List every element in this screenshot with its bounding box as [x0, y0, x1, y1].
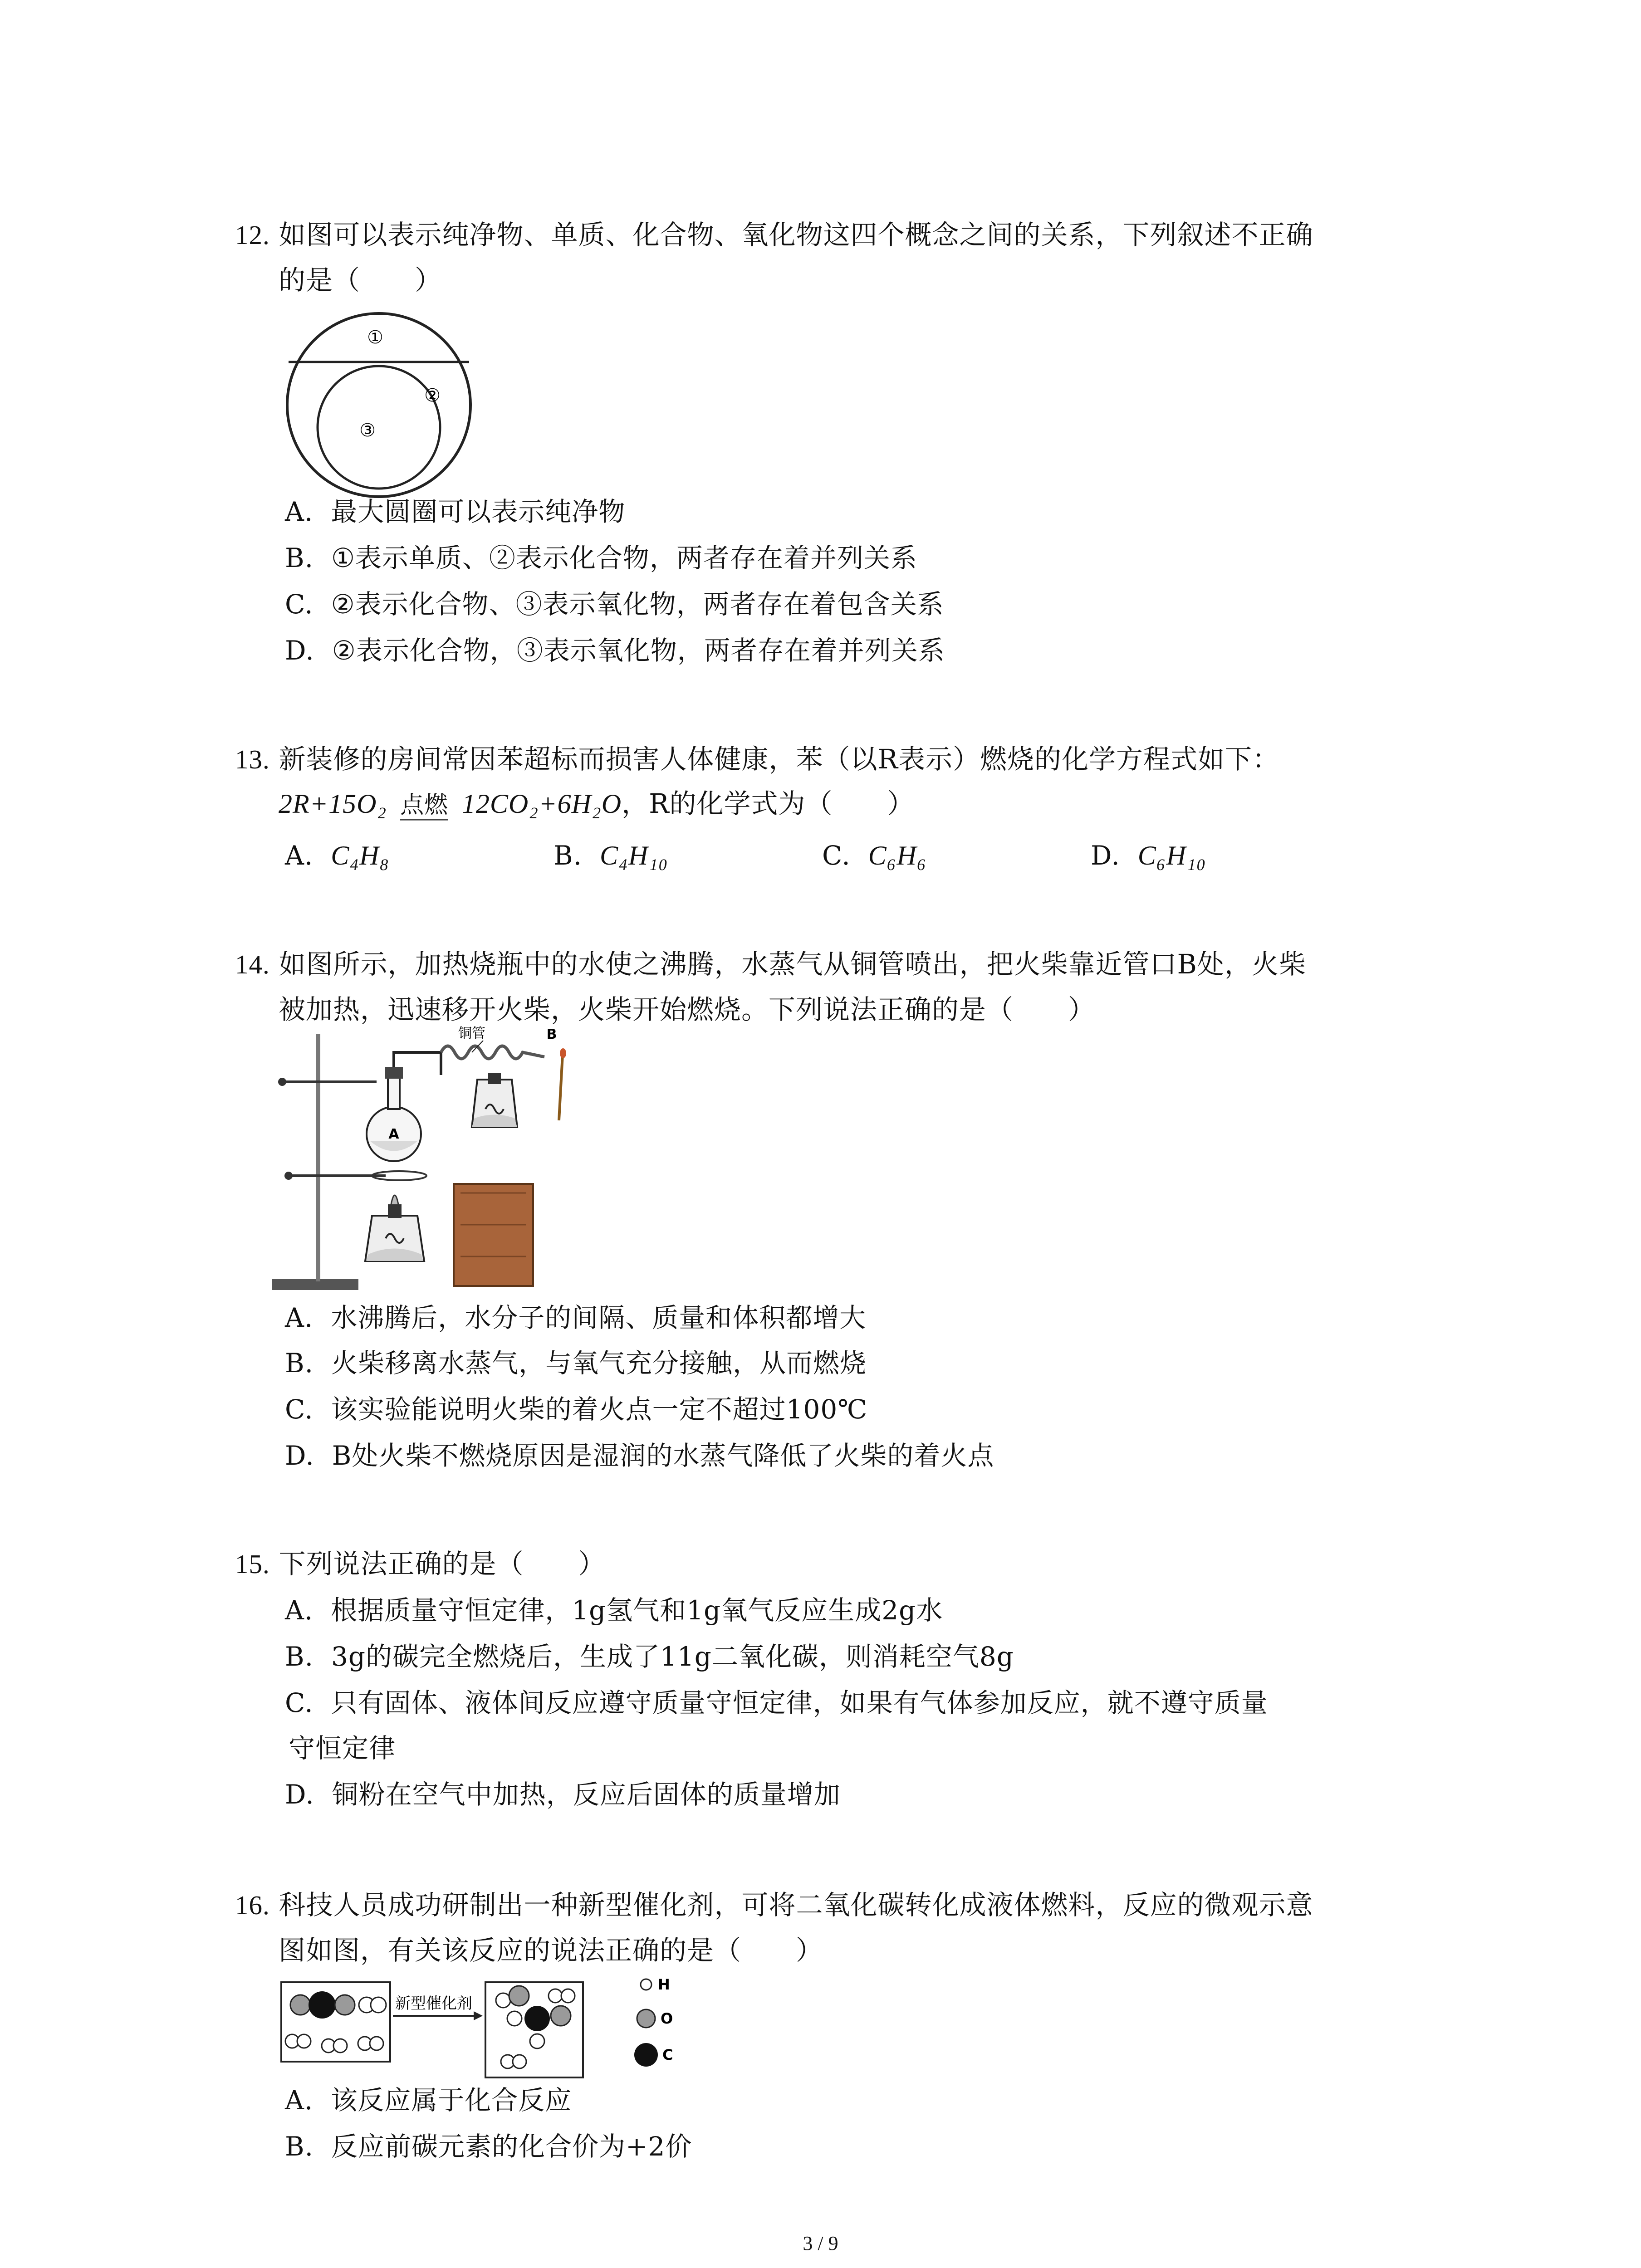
- option-text: ①表示单质、②表示化合物，两者存在着并列关系: [331, 543, 917, 573]
- question-14-stem-line2: 被加热，迅速移开火柴，火柴开始燃烧。下列说法正确的是（ ）: [279, 994, 1096, 1025]
- option-letter: D.: [285, 635, 314, 666]
- atom-h: [297, 2034, 311, 2048]
- question-14-option-a[interactable]: [285, 1295, 866, 1340]
- flask-stopper: [385, 1067, 403, 1079]
- option-letter: B.: [285, 2131, 314, 2162]
- lower-lamp-flame: [391, 1195, 398, 1204]
- atom-o: [335, 1995, 355, 2015]
- upper-clamp-knob: [278, 1078, 286, 1086]
- option-letter: D.: [1091, 840, 1120, 871]
- option-letter: C.: [285, 1687, 314, 1718]
- atom-h: [513, 2055, 526, 2068]
- legend-c-swatch: [634, 2043, 658, 2067]
- question-12-option-d[interactable]: [285, 628, 945, 673]
- question-13-stem-line1: [235, 737, 1279, 782]
- match-stick: [559, 1055, 563, 1120]
- question-14-stem-text: 如图所示，加热烧瓶中的水使之沸腾，水蒸气从铜管喷出，把火柴靠近管口B处，火柴: [279, 948, 1306, 980]
- option-letter: D.: [285, 1440, 314, 1471]
- atom-h: [371, 1997, 386, 2013]
- legend-h-label: H: [658, 1976, 670, 1993]
- atom-o: [551, 2006, 571, 2026]
- option-letter: C.: [285, 589, 314, 620]
- question-16-reaction-diagram: [279, 1969, 705, 2082]
- option-letter: A.: [285, 840, 314, 871]
- question-14-stem-line1: [235, 942, 1306, 987]
- lower-lamp-wick: [388, 1204, 402, 1218]
- question-14-number: 14.: [235, 949, 270, 979]
- question-13-option-c[interactable]: [822, 833, 927, 878]
- question-16-number: 16.: [235, 1890, 270, 1920]
- question-14-apparatus-figure: [272, 1025, 581, 1311]
- option-text: 最大圆圈可以表示纯净物: [331, 496, 626, 527]
- question-16-option-b[interactable]: [285, 2124, 692, 2169]
- option-text: 水沸腾后，水分子的间隔、质量和体积都增大: [331, 1302, 867, 1333]
- match-head: [560, 1048, 566, 1058]
- question-16-stem-line2: 图如图，有关该反应的说法正确的是（ ）: [279, 1935, 823, 1966]
- question-13-option-b[interactable]: [554, 833, 668, 878]
- question-15-stem-text: 下列说法正确的是（ ）: [279, 1548, 606, 1579]
- atom-h: [496, 1993, 510, 2008]
- option-text: 火柴移离水蒸气，与氧气充分接触，从而燃烧: [331, 1348, 867, 1378]
- option-text: ②表示化合物、③表示氧化物，两者存在着包含关系: [331, 589, 944, 620]
- question-13-stem-text: 新装修的房间常因苯超标而损害人体健康，苯（以R表示）燃烧的化学方程式如下：: [279, 743, 1279, 775]
- atom-h: [333, 2039, 347, 2053]
- upper-lamp-wick: [488, 1073, 501, 1084]
- question-14-option-d[interactable]: [285, 1433, 994, 1478]
- stand-base: [272, 1279, 358, 1290]
- venn-label-1: ①: [367, 327, 383, 348]
- copper-tube-label: 铜管: [458, 1026, 485, 1041]
- atom-h: [549, 1989, 562, 2003]
- point-b-label: B: [546, 1026, 557, 1042]
- atom-h: [507, 2011, 522, 2026]
- option-letter: A.: [285, 2085, 314, 2116]
- page-number: 3 / 9: [803, 2232, 838, 2254]
- venn-inner-circle: [318, 366, 440, 489]
- option-text: 反应前碳元素的化合价为+2价: [331, 2131, 692, 2162]
- venn-label-3: ③: [359, 420, 376, 441]
- option-text: 铜粉在空气中加热，反应后固体的质量增加: [332, 1779, 841, 1810]
- equation-right: 12CO₂+6H₂O: [461, 789, 622, 819]
- option-letter: B.: [285, 1641, 314, 1672]
- atom-h: [530, 2034, 544, 2048]
- question-12-venn-diagram: [281, 308, 481, 503]
- option-letter: C.: [285, 1394, 314, 1425]
- question-15-stem-line1: [235, 1541, 606, 1587]
- option-text: 根据质量守恒定律，1g氢气和1g氧气反应生成2g水: [331, 1595, 943, 1626]
- question-12-option-c[interactable]: [285, 582, 944, 627]
- legend-h-swatch: [641, 1979, 652, 1990]
- question-14-option-b[interactable]: [285, 1340, 867, 1386]
- atom-o: [290, 1995, 310, 2015]
- question-12-option-b[interactable]: [285, 535, 917, 581]
- question-15-option-a[interactable]: [285, 1588, 943, 1633]
- ring-clamp-knob: [284, 1172, 293, 1180]
- question-14-option-c[interactable]: [285, 1387, 867, 1432]
- question-12-stem-text: 如图可以表示纯净物、单质、化合物、氧化物这四个概念之间的关系，下列叙述不正确: [279, 219, 1313, 250]
- option-letter: B.: [285, 543, 314, 573]
- question-16-option-a[interactable]: [285, 2077, 572, 2123]
- legend-o-swatch: [637, 2009, 655, 2028]
- option-text: 3g的碳完全燃烧后，生成了11g二氧化碳，则消耗空气8g: [331, 1641, 1014, 1672]
- equation-condition: 点燃: [400, 791, 448, 821]
- option-text: C₄H₁₀: [599, 841, 668, 870]
- question-15-number: 15.: [235, 1549, 270, 1579]
- atom-c: [309, 1991, 336, 2019]
- option-text: C₆H₁₀: [1137, 841, 1206, 870]
- option-letter: A.: [285, 496, 314, 527]
- legend-c-label: C: [662, 2046, 673, 2063]
- question-15-option-d[interactable]: [285, 1772, 841, 1817]
- flask-label-a: A: [388, 1126, 399, 1142]
- question-13-equation-line: [279, 781, 915, 826]
- question-13-number: 13.: [235, 744, 270, 774]
- catalyst-label: 新型催化剂: [395, 1994, 472, 2013]
- upper-lamp-shadow: [449, 1127, 538, 1184]
- question-16-stem-line1: [235, 1882, 1313, 1928]
- question-12-number: 12.: [235, 220, 270, 250]
- option-text: 该反应属于化合反应: [331, 2085, 572, 2116]
- option-letter: B.: [554, 840, 583, 871]
- copper-coil: [441, 1046, 544, 1059]
- option-letter: C.: [822, 840, 851, 871]
- stand-rod: [316, 1034, 320, 1281]
- atom-h: [370, 2037, 383, 2050]
- question-15-option-c[interactable]: [285, 1680, 1268, 1725]
- option-text: 该实验能说明火柴的着火点一定不超过100℃: [331, 1394, 868, 1425]
- option-text: B处火柴不燃烧原因是湿润的水蒸气降低了火柴的着火点: [332, 1440, 994, 1471]
- option-text: 只有固体、液体间反应遵守质量守恒定律，如果有气体参加反应，就不遵守质量: [331, 1687, 1268, 1718]
- option-letter: A.: [285, 1302, 314, 1333]
- question-12-stem-line1: [235, 212, 1313, 258]
- question-12-option-a[interactable]: [285, 489, 625, 534]
- option-text: C₄H₈: [331, 841, 390, 870]
- legend-o-label: O: [661, 2010, 673, 2027]
- question-15-option-b[interactable]: [285, 1634, 1014, 1679]
- option-text: ②表示化合物，③表示氧化物，两者存在着并列关系: [332, 635, 945, 666]
- question-12-stem-line2: 的是（ ）: [279, 264, 442, 296]
- atom-c: [524, 2006, 550, 2031]
- equation-left: 2R+15O₂: [279, 789, 387, 819]
- question-16-stem-text: 科技人员成功研制出一种新型催化剂，可将二氧化碳转化成液体燃料，反应的微观示意: [279, 1889, 1313, 1921]
- question-13-option-a[interactable]: [285, 833, 389, 878]
- question-15-option-c-continued: 守恒定律: [289, 1733, 396, 1764]
- atom-h: [561, 1989, 575, 2003]
- option-letter: B.: [285, 1348, 314, 1378]
- reaction-arrow-head: [474, 2011, 483, 2020]
- option-text: C₆H₆: [868, 841, 927, 870]
- venn-label-2: ②: [424, 385, 441, 406]
- option-letter: D.: [285, 1779, 314, 1810]
- question-13-stem-tail: ，R的化学式为（ ）: [622, 788, 915, 819]
- option-letter: A.: [285, 1595, 314, 1626]
- question-13-option-d[interactable]: [1091, 833, 1206, 878]
- atom-o: [509, 1986, 529, 2006]
- wooden-block: [454, 1184, 533, 1286]
